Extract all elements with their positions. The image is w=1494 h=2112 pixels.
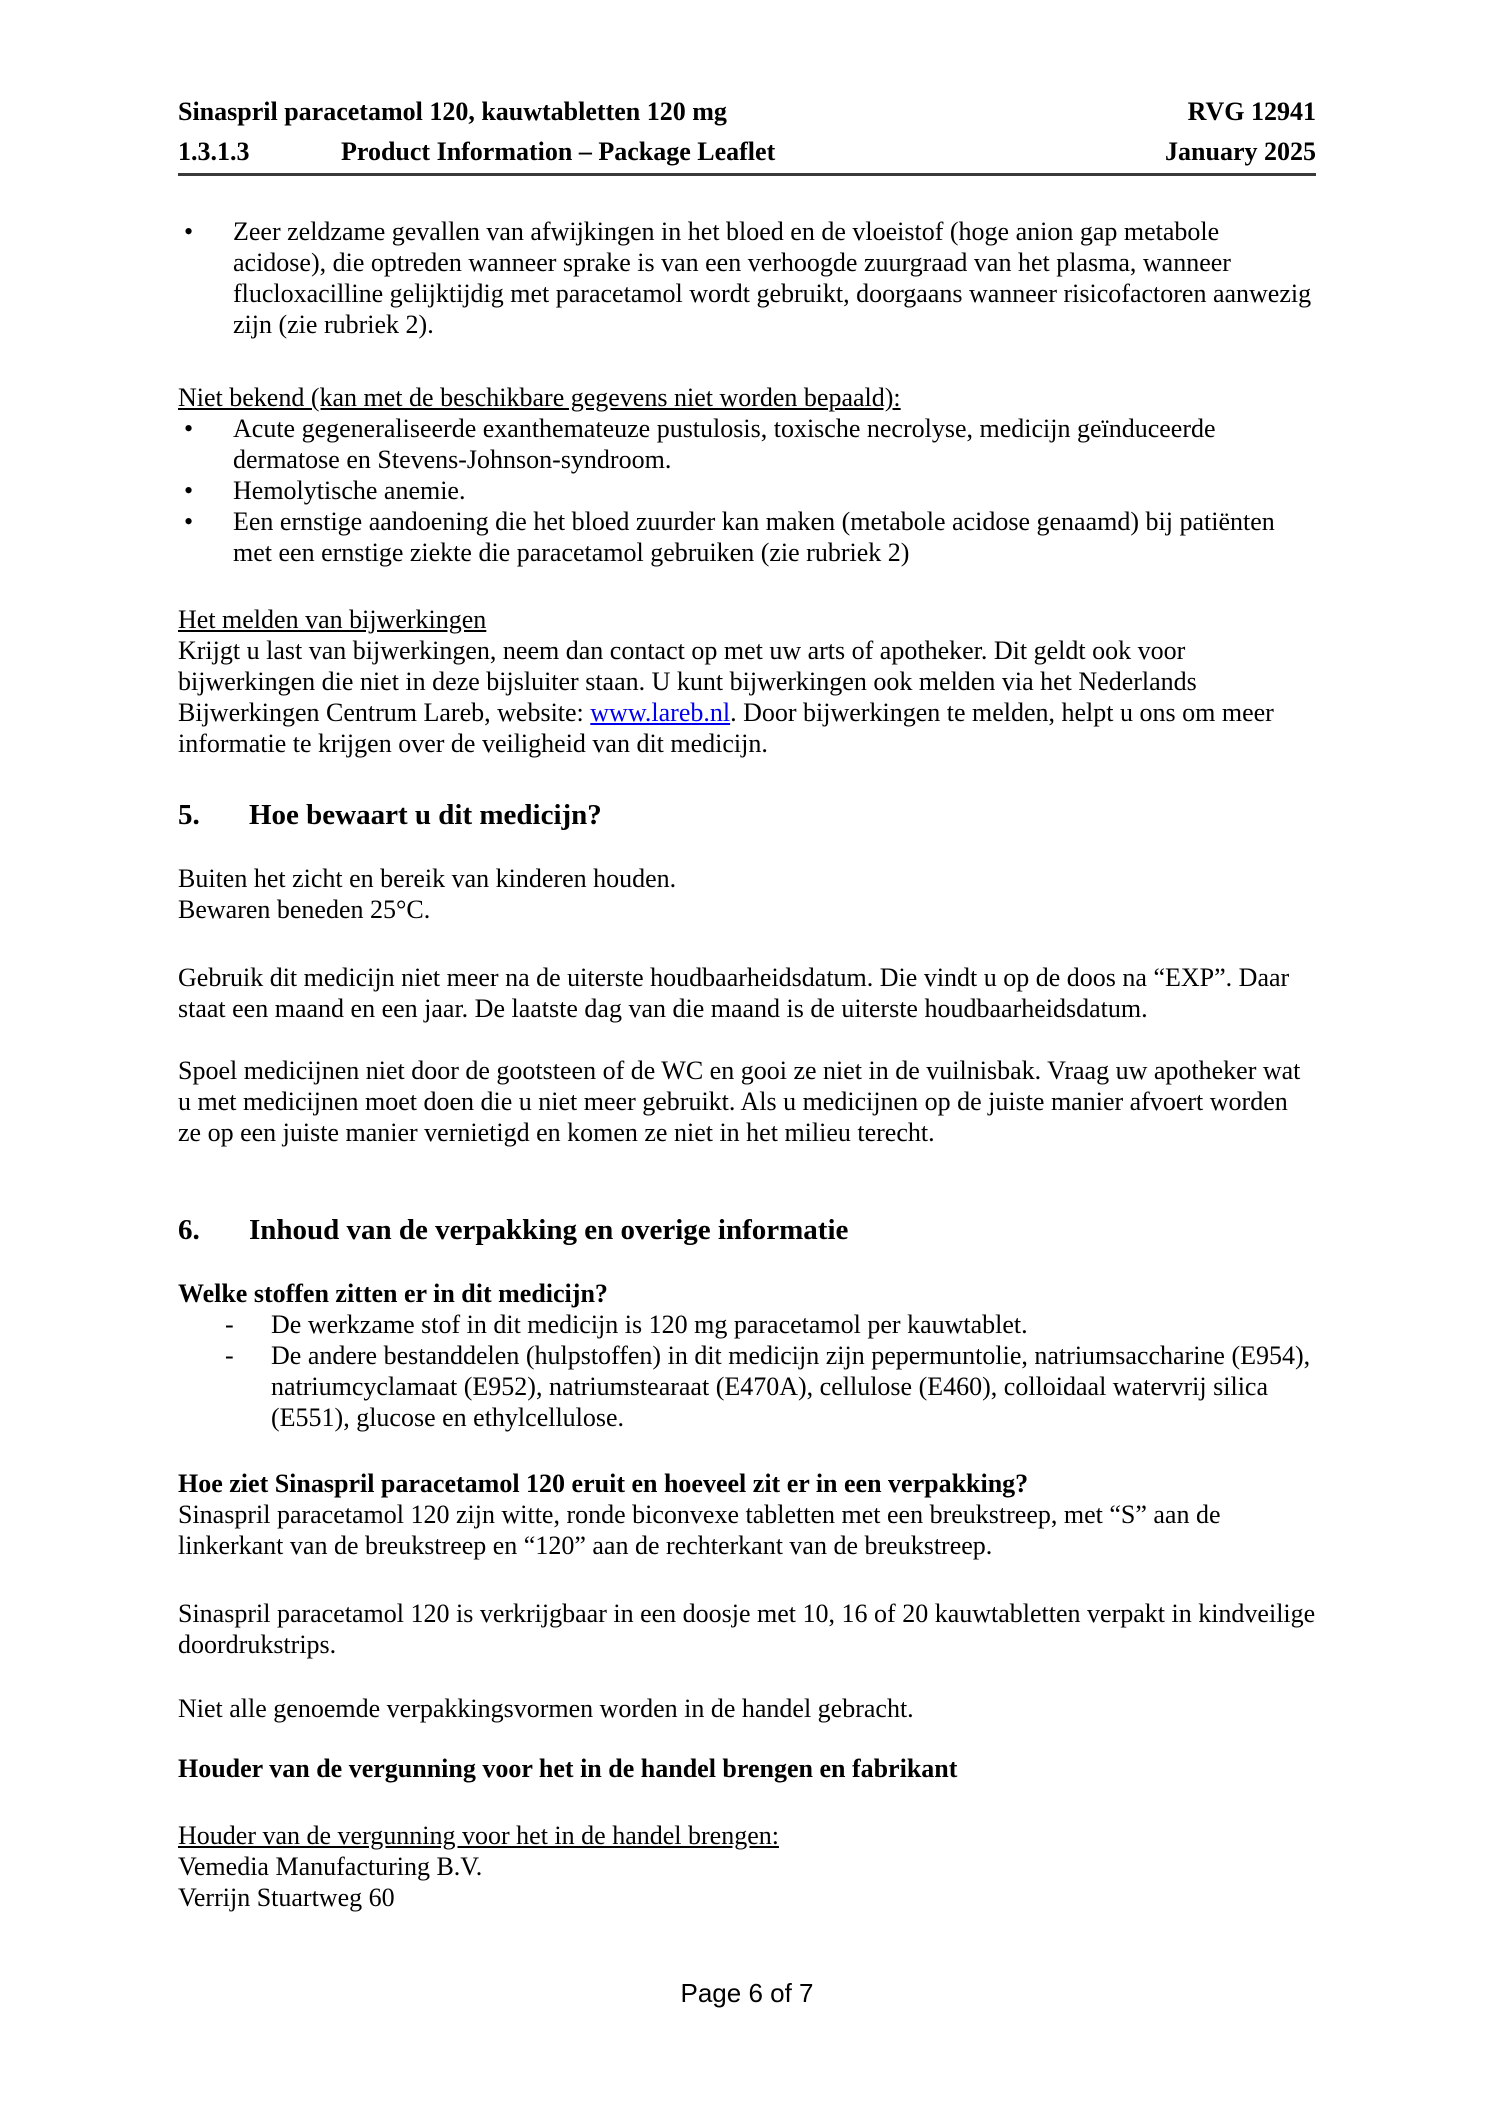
section-5-number: 5. <box>178 799 200 831</box>
doc-type-label: Product Information – Package Leaflet <box>341 137 776 166</box>
lareb-website-link[interactable]: www.lareb.nl <box>590 698 731 727</box>
list-item: • Hemolytische anemie. <box>178 475 1316 506</box>
product-title: Sinaspril paracetamol 120, kauwtabletten 120 mg <box>178 97 727 126</box>
not-all-marketed-line: Niet alle genoemde verpakkingsvormen worden in de handel gebracht. <box>178 1694 914 1723</box>
header-row-1 <box>178 96 1316 127</box>
reporting-heading: Het melden van bijwerkingen <box>178 605 487 634</box>
appearance-paragraph: Sinaspril paracetamol 120 zijn witte, ronde biconvexe tabletten met een breukstreep, met “S” aan de linkerkant van de breukstreep en “120” aan de rechterkant van de breukstreep. <box>178 1500 1221 1560</box>
section-5-title: Hoe bewaart u dit medicijn? <box>249 799 602 831</box>
mah-address-line: Verrijn Stuartweg 60 <box>178 1883 395 1912</box>
section-6-title: Inhoud van de verpakking en overige informatie <box>249 1214 849 1246</box>
substances-list <box>178 1309 1316 1433</box>
doc-section-number: 1.3.1.3 <box>178 137 250 166</box>
list-item: • Acute gegeneraliseerde exanthemateuze pustulosis, toxische necrolyse, medicijn geïnduceerde dermatose en Stevens-Johnson-syndroom. <box>178 413 1316 475</box>
header-divider <box>178 173 1316 176</box>
page-header <box>178 96 1316 176</box>
reporting-paragraph <box>178 635 1316 759</box>
keep-out-of-reach-line: Buiten het zicht en bereik van kinderen houden. <box>178 864 677 893</box>
store-below-line: Bewaren beneden 25°C. <box>178 895 431 924</box>
list-item: - De werkzame stof in dit medicijn is 120 mg paracetamol per kauwtablet. <box>178 1309 1316 1340</box>
doc-date: January 2025 <box>1165 137 1316 166</box>
list-item: - De andere bestanddelen (hulpstoffen) in dit medicijn zijn pepermuntolie, natriumsaccharine (E954), natriumcyclamaat (E952), natriumstearaat (E470A), cellulose (E460), colloidaal watervrij silica (E551), glucose en ethylcellulose. <box>178 1340 1316 1433</box>
section-6-number: 6. <box>178 1214 200 1246</box>
doc-info <box>178 136 775 167</box>
list-item: • Zeer zeldzame gevallen van afwijkingen in het bloed en de vloeistof (hoge anion gap metabole acidose), die optreden wanneer sprake is van een verhoogde zuurgraad van het plasma, wanneer flucloxacilline gelijktijdig met paracetamol wordt gebruikt, doorgaans wanneer risicofactoren aanwezig zijn (zie rubriek 2). <box>178 216 1316 340</box>
very-rare-effects-list <box>178 216 1316 340</box>
disposal-paragraph: Spoel medicijnen niet door de gootsteen of de WC en gooi ze niet in de vuilnisbak. Vraag uw apotheker wat u met medicijnen moet doen die u niet meer gebruikt. Als u medicijnen op de juiste manier afvoert worden ze op een juiste manier vernietigd en komen ze niet in het milieu terecht. <box>178 1056 1301 1147</box>
not-known-heading: Niet bekend (kan met de beschikbare gegevens niet worden bepaald): <box>178 383 901 412</box>
leaflet-body <box>178 216 1316 1913</box>
page-number-footer: Page 6 of 7 <box>680 1978 814 2008</box>
appearance-heading: Hoe ziet Sinaspril paracetamol 120 eruit en hoeveel zit er in een verpakking? <box>178 1469 1029 1498</box>
expiry-paragraph: Gebruik dit medicijn niet meer na de uiterste houdbaarheidsdatum. Die vindt u op de doos na “EXP”. Daar staat een maand en een jaar. De laatste dag van die maand is de uiterste houdbaarheidsdatum. <box>178 963 1290 1023</box>
reporting-text-before: Krijgt u last van bijwerkingen, neem dan contact op met uw arts of apotheker. Dit geldt ook voor bijwerkingen die niet in deze bijsluiter staan. U kunt bijwerkingen ook melden via het Nederlands Bijwerkingen Centrum Lareb, website: <box>178 636 1197 727</box>
substances-heading: Welke stoffen zitten er in dit medicijn? <box>178 1279 608 1308</box>
mah-name-line: Vemedia Manufacturing B.V. <box>178 1852 483 1881</box>
section-5-heading <box>178 800 1316 831</box>
registration-number: RVG 12941 <box>1187 97 1316 126</box>
pack-sizes-paragraph: Sinaspril paracetamol 120 is verkrijgbaar in een doosje met 10, 16 of 20 kauwtabletten verpakt in kindveilige doordrukstrips. <box>178 1599 1316 1659</box>
section-6-heading <box>178 1215 1316 1246</box>
header-row-2 <box>178 136 1316 167</box>
mah-heading: Houder van de vergunning voor het in de handel brengen en fabrikant <box>178 1754 958 1783</box>
reporting-text-after: . Door bijwerkingen te melden, helpt u ons om meer informatie te krijgen over de veiligheid van dit medicijn. <box>178 698 1274 758</box>
mah-subheading: Houder van de vergunning voor het in de handel brengen: <box>178 1821 779 1850</box>
list-item: • Een ernstige aandoening die het bloed zuurder kan maken (metabole acidose genaamd) bij patiënten met een ernstige ziekte die paracetamol gebruiken (zie rubriek 2) <box>178 506 1316 568</box>
not-known-effects-list <box>178 413 1316 568</box>
